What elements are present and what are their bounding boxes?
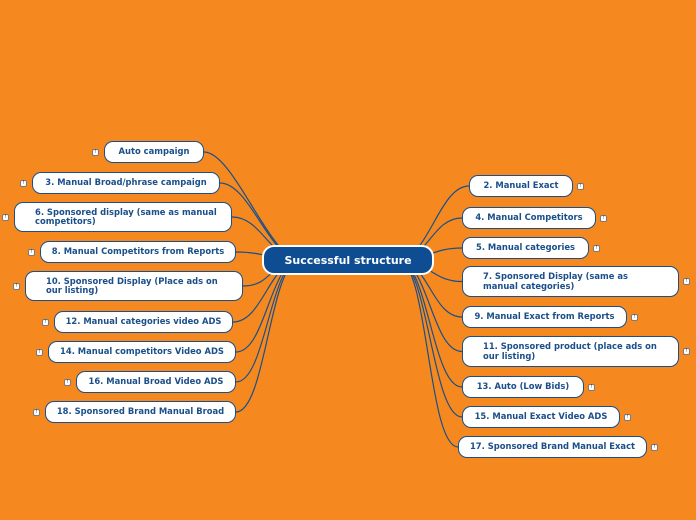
topic-label: 12. Manual categories video ADS <box>65 316 222 327</box>
note-icon[interactable]: ! <box>593 245 600 252</box>
topic-label: 17. Sponsored Brand Manual Exact <box>469 441 636 452</box>
central-topic-label: Successful structure <box>284 253 412 267</box>
note-icon[interactable]: ! <box>683 348 690 355</box>
right-topic-9[interactable] <box>458 436 647 458</box>
topic-label: 2. Manual Exact <box>483 180 559 191</box>
left-topic-9[interactable] <box>45 401 236 423</box>
right-topic-1[interactable] <box>469 175 573 197</box>
note-icon[interactable]: ! <box>33 409 40 416</box>
topic-label: 7. Sponsored Display (same as manual categories) <box>483 271 628 291</box>
note-icon[interactable]: ! <box>42 319 49 326</box>
topic-label: 9. Manual Exact from Reports <box>474 311 615 322</box>
right-topic-3[interactable] <box>462 237 589 259</box>
note-icon[interactable]: ! <box>588 384 595 391</box>
topic-label: Auto campaign <box>118 146 190 157</box>
right-topic-2[interactable] <box>462 207 596 229</box>
topic-label: 3. Manual Broad/phrase campaign <box>45 177 207 188</box>
left-topic-2[interactable] <box>32 172 220 194</box>
central-topic[interactable] <box>262 245 434 275</box>
left-topic-1[interactable] <box>104 141 204 163</box>
left-topic-3[interactable] <box>14 202 232 232</box>
right-topic-7[interactable] <box>462 376 584 398</box>
note-icon[interactable]: ! <box>577 183 584 190</box>
right-topic-4[interactable] <box>462 266 679 297</box>
topic-label: 8. Manual Competitors from Reports <box>51 246 225 257</box>
topic-label: 16. Manual Broad Video ADS <box>88 376 224 387</box>
left-topic-4[interactable] <box>40 241 236 263</box>
right-topic-8[interactable] <box>462 406 620 428</box>
note-icon[interactable]: ! <box>600 215 607 222</box>
left-topic-5[interactable] <box>25 271 243 301</box>
topic-label: 6. Sponsored display (same as manual competitors) <box>35 206 217 226</box>
note-icon[interactable]: ! <box>631 314 638 321</box>
note-icon[interactable]: ! <box>36 349 43 356</box>
topic-label: 13. Auto (Low Bids) <box>476 381 570 392</box>
note-icon[interactable]: ! <box>13 283 20 290</box>
topic-label: 15. Manual Exact Video ADS <box>474 411 608 422</box>
topic-label: 5. Manual categories <box>476 242 575 253</box>
note-icon[interactable]: ! <box>651 444 658 451</box>
left-topic-7[interactable] <box>48 341 236 363</box>
left-topic-6[interactable] <box>54 311 233 333</box>
note-icon[interactable]: ! <box>683 278 690 285</box>
note-icon[interactable]: ! <box>624 414 631 421</box>
left-topic-8[interactable] <box>76 371 236 393</box>
note-icon[interactable]: ! <box>64 379 71 386</box>
topic-label: 4. Manual Competitors <box>475 212 583 223</box>
topic-label: 11. Sponsored product (place ads on our listing) <box>483 341 657 361</box>
note-icon[interactable]: ! <box>20 180 27 187</box>
note-icon[interactable]: ! <box>28 249 35 256</box>
topic-label: 18. Sponsored Brand Manual Broad <box>56 406 225 417</box>
topic-label: 14. Manual competitors Video ADS <box>60 346 224 357</box>
topic-label: 10. Sponsored Display (Place ads on our listing) <box>46 275 218 295</box>
right-topic-5[interactable] <box>462 306 627 328</box>
right-topic-6[interactable] <box>462 336 679 367</box>
note-icon[interactable]: ! <box>2 214 9 221</box>
note-icon[interactable]: ! <box>92 149 99 156</box>
